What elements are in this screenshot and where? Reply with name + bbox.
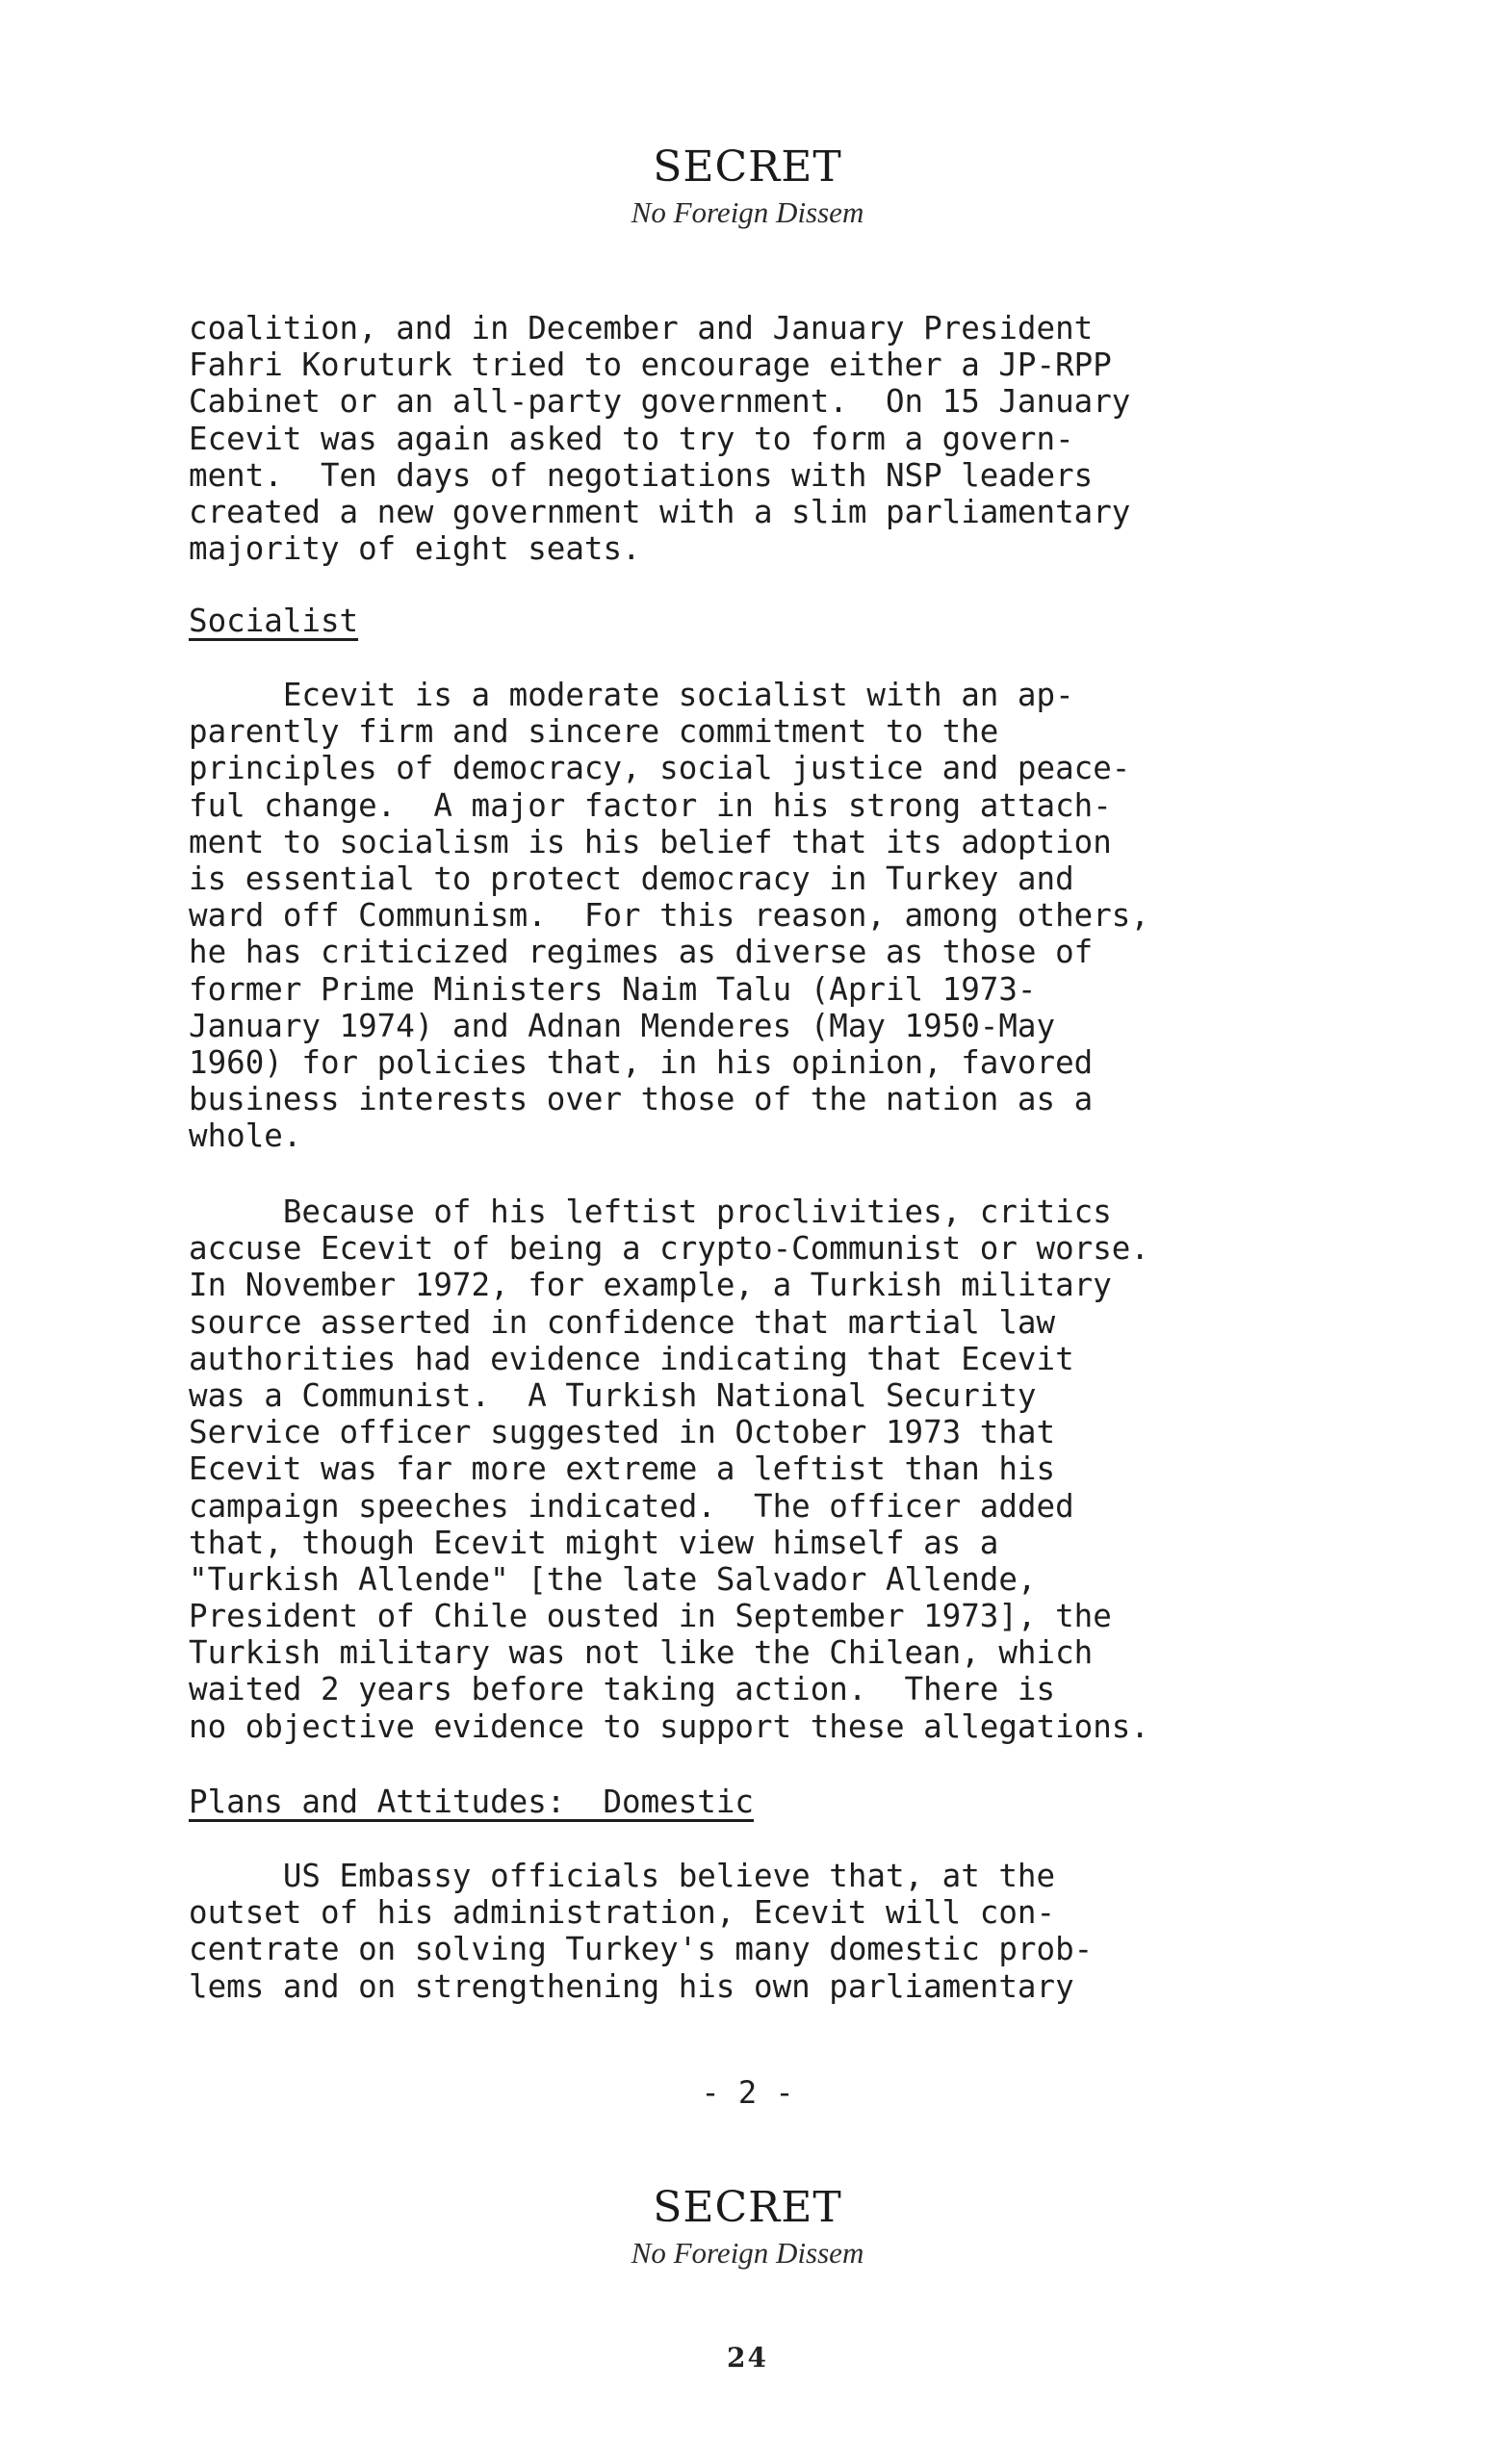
text-line: waited 2 years before taking action. There is xyxy=(189,1671,1056,1708)
classification-label: SECRET xyxy=(653,142,842,192)
paragraph-critics xyxy=(189,1194,1315,1745)
section-heading-socialist: Socialist xyxy=(189,603,359,639)
text-line: he has criticized regimes as diverse as those of xyxy=(189,934,1094,971)
text-line: no objective evidence to support these allegations. xyxy=(189,1707,1149,1745)
text-line: January 1974) and Adnan Menderes (May 1950-May xyxy=(189,1007,1056,1044)
text-line: US Embassy officials believe that, at the xyxy=(189,1858,1056,1894)
folio-number: 24 xyxy=(727,2342,768,2374)
text-line: outset of his administration, Ecevit will con- xyxy=(189,1894,1056,1932)
text-line: principles of democracy, social justice and peace- xyxy=(189,750,1131,787)
paragraph-coalition xyxy=(189,310,1315,567)
text-line: 1960) for policies that, in his opinion, favored xyxy=(189,1043,1094,1081)
text-line: ment. Ten days of negotiations with NSP leaders xyxy=(189,456,1094,494)
bottom-classification-marking xyxy=(0,2183,1495,2271)
text-line: centrate on solving Turkey's many domestic prob- xyxy=(189,1931,1094,1968)
text-line: former Prime Ministers Naim Talu (April 1973- xyxy=(189,970,1037,1008)
text-line: created a new government with a slim parliamentary xyxy=(189,493,1131,530)
text-line: business interests over those of the nation as a xyxy=(189,1081,1094,1118)
text-line: accuse Ecevit of being a crypto-Communist or worse. xyxy=(189,1230,1149,1268)
text-line: Fahri Koruturk tried to encourage either a JP-RPP xyxy=(189,346,1112,384)
text-line: that, though Ecevit might view himself as a xyxy=(189,1524,999,1561)
text-line: ful change. A major factor in his strong attach- xyxy=(189,786,1112,824)
text-line: whole. xyxy=(189,1117,302,1155)
text-line: Cabinet or an all-party government. On 15 January xyxy=(189,383,1131,421)
text-line: coalition, and in December and January President xyxy=(189,310,1094,346)
text-line: Because of his leftist proclivities, critics xyxy=(189,1194,1112,1230)
text-line: lems and on strengthening his own parliamentary xyxy=(189,1967,1074,2005)
section-heading-plans-domestic: Plans and Attitudes: Domestic xyxy=(189,1784,754,1820)
text-line: authorities had evidence indicating that Ecevit xyxy=(189,1340,1074,1377)
text-line: was a Communist. A Turkish National Security xyxy=(189,1376,1037,1414)
text-line: is essential to protect democracy in Turkey and xyxy=(189,860,1074,897)
paragraph-embassy xyxy=(189,1858,1315,2005)
text-line: campaign speeches indicated. The officer added xyxy=(189,1487,1074,1525)
text-line: source asserted in confidence that martial law xyxy=(189,1303,1056,1341)
text-line: Turkish military was not like the Chilean, which xyxy=(189,1634,1094,1672)
classification-label: SECRET xyxy=(653,2183,842,2232)
text-line: Service officer suggested in October 1973 that xyxy=(189,1414,1056,1451)
top-classification-marking xyxy=(0,142,1495,230)
paragraph-socialist xyxy=(189,677,1315,1154)
text-line: "Turkish Allende" [the late Salvador Allende, xyxy=(189,1560,1037,1598)
text-line: Ecevit is a moderate socialist with an ap- xyxy=(189,677,1074,713)
dissemination-caveat: No Foreign Dissem xyxy=(631,2236,864,2270)
text-line: ment to socialism is his belief that its adoption xyxy=(189,823,1112,860)
text-line: President of Chile ousted in September 1973], the xyxy=(189,1598,1112,1635)
text-line: parently firm and sincere commitment to the xyxy=(189,713,999,751)
text-line: Ecevit was far more extreme a leftist than his xyxy=(189,1450,1056,1488)
page-number: - 2 - xyxy=(701,2074,794,2111)
text-line: majority of eight seats. xyxy=(189,530,641,568)
text-line: ward off Communism. For this reason, among others, xyxy=(189,897,1149,935)
dissemination-caveat: No Foreign Dissem xyxy=(631,195,864,229)
text-line: In November 1972, for example, a Turkish military xyxy=(189,1267,1112,1304)
text-line: Ecevit was again asked to try to form a govern- xyxy=(189,420,1074,457)
